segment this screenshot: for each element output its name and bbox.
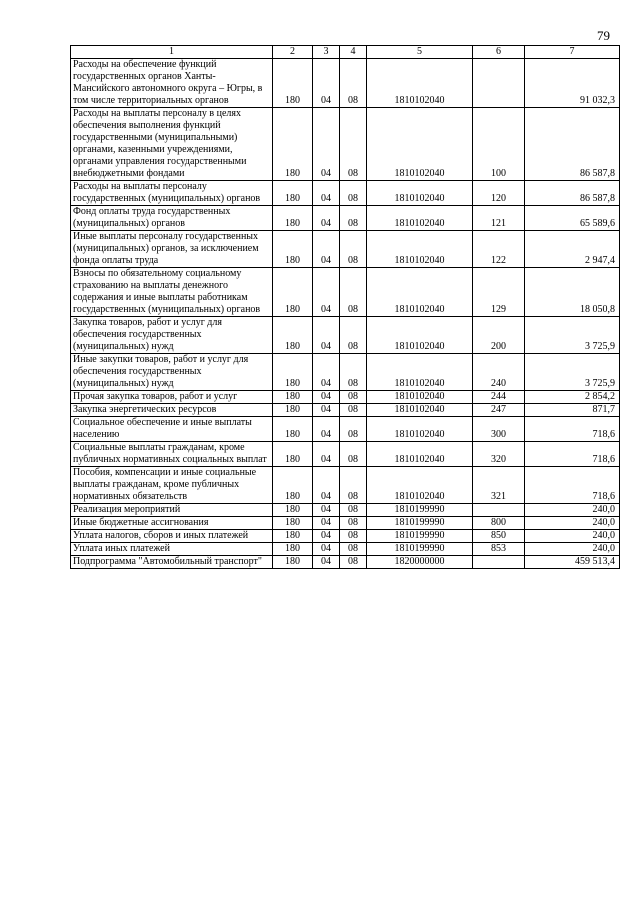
row-csr-cell: 1810199990 <box>367 543 473 556</box>
row-rz-cell: 04 <box>313 543 340 556</box>
row-csr-cell: 1810199990 <box>367 504 473 517</box>
row-ved-cell: 180 <box>273 317 313 354</box>
row-rz-cell: 04 <box>313 391 340 404</box>
row-sum-cell: 65 589,6 <box>525 206 620 231</box>
row-name-cell: Расходы на обеспечение функций государственных органов Ханты-Мансийского автономного округа – Югры, в том числе территориальных органов <box>71 59 273 108</box>
column-header: 1 <box>71 46 273 59</box>
row-pr-cell: 08 <box>340 543 367 556</box>
row-pr-cell: 08 <box>340 517 367 530</box>
row-ved-cell: 180 <box>273 404 313 417</box>
row-pr-cell: 08 <box>340 317 367 354</box>
row-sum-cell: 240,0 <box>525 504 620 517</box>
row-rz-cell: 04 <box>313 108 340 181</box>
row-pr-cell: 08 <box>340 206 367 231</box>
column-header: 2 <box>273 46 313 59</box>
page-number: 79 <box>597 28 610 43</box>
table-row <box>71 543 620 556</box>
row-name-cell: Социальное обеспечение и иные выплаты населению <box>71 417 273 442</box>
column-header: 4 <box>340 46 367 59</box>
row-pr-cell: 08 <box>340 108 367 181</box>
row-vr-cell <box>473 59 525 108</box>
row-sum-cell: 3 725,9 <box>525 354 620 391</box>
row-csr-cell: 1810102040 <box>367 59 473 108</box>
table-row <box>71 231 620 268</box>
row-name-cell: Иные выплаты персоналу государственных (муниципальных) органов, за исключением фонда оплаты труда <box>71 231 273 268</box>
row-pr-cell: 08 <box>340 417 367 442</box>
row-sum-cell: 86 587,8 <box>525 181 620 206</box>
row-ved-cell: 180 <box>273 556 313 569</box>
table-row <box>71 206 620 231</box>
table-row <box>71 59 620 108</box>
table-row <box>71 442 620 467</box>
table-row <box>71 354 620 391</box>
row-name-cell: Расходы на выплаты персоналу государственных (муниципальных) органов <box>71 181 273 206</box>
row-csr-cell: 1820000000 <box>367 556 473 569</box>
row-rz-cell: 04 <box>313 59 340 108</box>
row-sum-cell: 18 050,8 <box>525 268 620 317</box>
row-name-cell: Реализация мероприятий <box>71 504 273 517</box>
table-body <box>71 46 620 569</box>
table-row <box>71 181 620 206</box>
row-csr-cell: 1810102040 <box>367 181 473 206</box>
row-sum-cell: 91 032,3 <box>525 59 620 108</box>
row-rz-cell: 04 <box>313 268 340 317</box>
column-header: 6 <box>473 46 525 59</box>
row-sum-cell: 240,0 <box>525 517 620 530</box>
table-row <box>71 108 620 181</box>
row-vr-cell <box>473 504 525 517</box>
row-pr-cell: 08 <box>340 59 367 108</box>
row-vr-cell: 800 <box>473 517 525 530</box>
row-csr-cell: 1810199990 <box>367 530 473 543</box>
row-pr-cell: 08 <box>340 442 367 467</box>
table-row <box>71 556 620 569</box>
row-ved-cell: 180 <box>273 543 313 556</box>
row-vr-cell: 300 <box>473 417 525 442</box>
row-rz-cell: 04 <box>313 517 340 530</box>
row-vr-cell: 122 <box>473 231 525 268</box>
row-ved-cell: 180 <box>273 108 313 181</box>
row-sum-cell: 240,0 <box>525 543 620 556</box>
row-name-cell: Фонд оплаты труда государственных (муниципальных) органов <box>71 206 273 231</box>
row-name-cell: Закупка товаров, работ и услуг для обеспечения государственных (муниципальных) нужд <box>71 317 273 354</box>
row-ved-cell: 180 <box>273 391 313 404</box>
table-row <box>71 517 620 530</box>
row-sum-cell: 86 587,8 <box>525 108 620 181</box>
row-name-cell: Расходы на выплаты персоналу в целях обеспечения выполнения функций государственными (муниципальными) органами, казенными учреждениями, органами управления государственными внебюджетными фондами <box>71 108 273 181</box>
row-rz-cell: 04 <box>313 181 340 206</box>
row-csr-cell: 1810102040 <box>367 467 473 504</box>
row-ved-cell: 180 <box>273 181 313 206</box>
row-name-cell: Иные закупки товаров, работ и услуг для обеспечения государственных (муниципальных) нужд <box>71 354 273 391</box>
row-csr-cell: 1810102040 <box>367 391 473 404</box>
column-header: 3 <box>313 46 340 59</box>
row-vr-cell: 247 <box>473 404 525 417</box>
row-rz-cell: 04 <box>313 231 340 268</box>
row-vr-cell: 121 <box>473 206 525 231</box>
row-csr-cell: 1810102040 <box>367 231 473 268</box>
table-row <box>71 417 620 442</box>
row-rz-cell: 04 <box>313 556 340 569</box>
row-vr-cell: 853 <box>473 543 525 556</box>
row-sum-cell: 2 854,2 <box>525 391 620 404</box>
row-pr-cell: 08 <box>340 391 367 404</box>
row-csr-cell: 1810102040 <box>367 108 473 181</box>
table-row <box>71 404 620 417</box>
row-vr-cell: 850 <box>473 530 525 543</box>
row-csr-cell: 1810102040 <box>367 417 473 442</box>
row-ved-cell: 180 <box>273 354 313 391</box>
row-pr-cell: 08 <box>340 530 367 543</box>
row-ved-cell: 180 <box>273 59 313 108</box>
row-pr-cell: 08 <box>340 467 367 504</box>
row-pr-cell: 08 <box>340 354 367 391</box>
row-pr-cell: 08 <box>340 181 367 206</box>
row-ved-cell: 180 <box>273 442 313 467</box>
row-name-cell: Пособия, компенсации и иные социальные выплаты гражданам, кроме публичных нормативных обязательств <box>71 467 273 504</box>
row-pr-cell: 08 <box>340 556 367 569</box>
row-pr-cell: 08 <box>340 268 367 317</box>
row-sum-cell: 3 725,9 <box>525 317 620 354</box>
row-csr-cell: 1810102040 <box>367 317 473 354</box>
row-vr-cell: 120 <box>473 181 525 206</box>
row-vr-cell: 240 <box>473 354 525 391</box>
row-name-cell: Иные бюджетные ассигнования <box>71 517 273 530</box>
table-row <box>71 391 620 404</box>
table-row <box>71 504 620 517</box>
row-rz-cell: 04 <box>313 317 340 354</box>
row-vr-cell: 244 <box>473 391 525 404</box>
row-vr-cell <box>473 556 525 569</box>
row-sum-cell: 718,6 <box>525 417 620 442</box>
row-vr-cell: 129 <box>473 268 525 317</box>
row-csr-cell: 1810102040 <box>367 404 473 417</box>
row-vr-cell: 320 <box>473 442 525 467</box>
row-rz-cell: 04 <box>313 354 340 391</box>
row-pr-cell: 08 <box>340 404 367 417</box>
budget-table <box>70 45 620 569</box>
row-sum-cell: 2 947,4 <box>525 231 620 268</box>
row-vr-cell: 100 <box>473 108 525 181</box>
row-ved-cell: 180 <box>273 206 313 231</box>
row-vr-cell: 321 <box>473 467 525 504</box>
row-name-cell: Закупка энергетических ресурсов <box>71 404 273 417</box>
row-name-cell: Социальные выплаты гражданам, кроме публичных нормативных социальных выплат <box>71 442 273 467</box>
column-header: 5 <box>367 46 473 59</box>
row-ved-cell: 180 <box>273 504 313 517</box>
row-csr-cell: 1810102040 <box>367 442 473 467</box>
row-rz-cell: 04 <box>313 530 340 543</box>
row-sum-cell: 871,7 <box>525 404 620 417</box>
row-rz-cell: 04 <box>313 206 340 231</box>
row-name-cell: Подпрограмма "Автомобильный транспорт" <box>71 556 273 569</box>
row-rz-cell: 04 <box>313 467 340 504</box>
row-rz-cell: 04 <box>313 404 340 417</box>
table-row <box>71 268 620 317</box>
row-pr-cell: 08 <box>340 231 367 268</box>
row-sum-cell: 718,6 <box>525 467 620 504</box>
row-csr-cell: 1810102040 <box>367 206 473 231</box>
table-row <box>71 467 620 504</box>
row-pr-cell: 08 <box>340 504 367 517</box>
row-csr-cell: 1810102040 <box>367 354 473 391</box>
table-row <box>71 530 620 543</box>
column-header: 7 <box>525 46 620 59</box>
row-ved-cell: 180 <box>273 467 313 504</box>
row-name-cell: Прочая закупка товаров, работ и услуг <box>71 391 273 404</box>
row-ved-cell: 180 <box>273 530 313 543</box>
row-name-cell: Взносы по обязательному социальному страхованию на выплаты денежного содержания и иные выплаты работникам государственных (муниципальных) органов <box>71 268 273 317</box>
row-ved-cell: 180 <box>273 517 313 530</box>
row-ved-cell: 180 <box>273 268 313 317</box>
row-name-cell: Уплата иных платежей <box>71 543 273 556</box>
row-ved-cell: 180 <box>273 231 313 268</box>
row-rz-cell: 04 <box>313 442 340 467</box>
column-number-row <box>71 46 620 59</box>
row-sum-cell: 718,6 <box>525 442 620 467</box>
table-row <box>71 317 620 354</box>
row-csr-cell: 1810199990 <box>367 517 473 530</box>
row-rz-cell: 04 <box>313 504 340 517</box>
row-name-cell: Уплата налогов, сборов и иных платежей <box>71 530 273 543</box>
row-vr-cell: 200 <box>473 317 525 354</box>
row-csr-cell: 1810102040 <box>367 268 473 317</box>
row-sum-cell: 459 513,4 <box>525 556 620 569</box>
row-rz-cell: 04 <box>313 417 340 442</box>
row-sum-cell: 240,0 <box>525 530 620 543</box>
row-ved-cell: 180 <box>273 417 313 442</box>
